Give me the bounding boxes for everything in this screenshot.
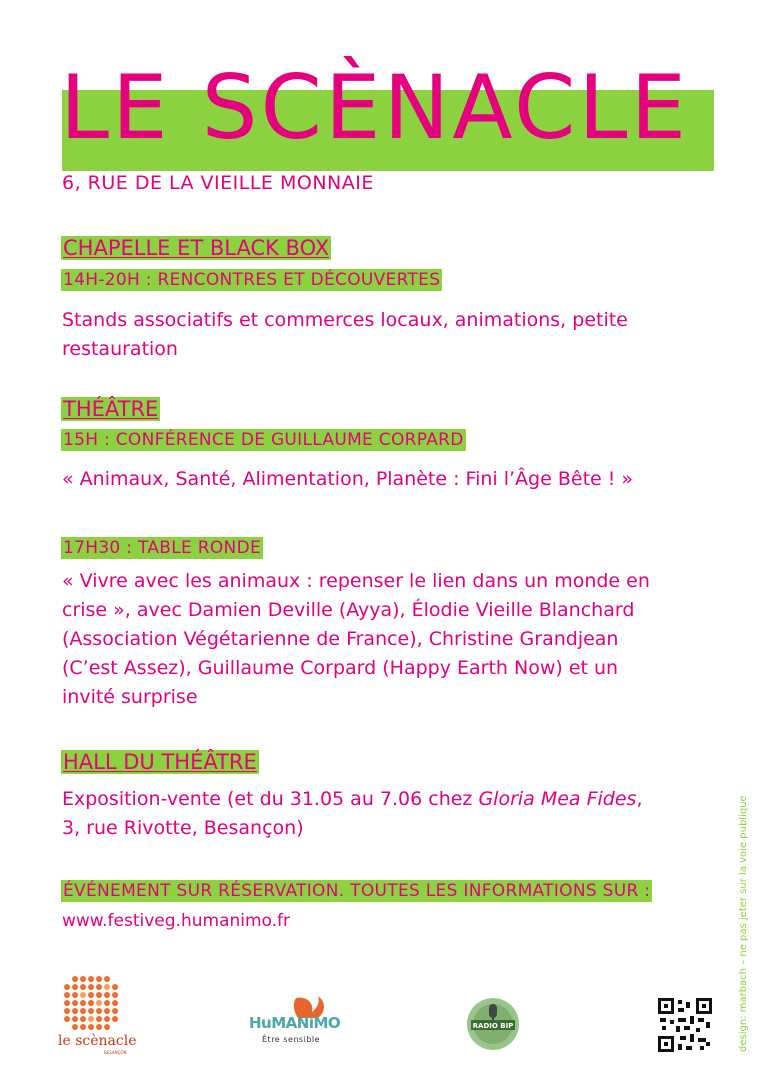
text-line: (Association Végétarienne de France), Christine Grandjean: [62, 628, 619, 650]
section-4-description: [62, 785, 643, 843]
address-highlight: [62, 164, 714, 171]
text-line: 3, rue Rivotte, Besançon): [62, 817, 304, 839]
scenacle-logo-subtext: BESANÇON: [104, 1050, 127, 1055]
design-credits: design: marbach – ne pas jeter sur la voie publique: [738, 795, 749, 1052]
shop-name: Gloria Mea Fides: [478, 788, 637, 810]
page-title: LE SCÈNACLE: [60, 56, 690, 159]
scenacle-logo-icon: [63, 975, 119, 1031]
section-3-description: [62, 567, 650, 712]
text-line: (C’est Assez), Guillaume Corpard (Happy Earth Now) et un: [62, 657, 619, 679]
text-line: [62, 785, 643, 814]
venue-chapelle: CHAPELLE ET BLACK BOX: [63, 236, 330, 260]
text-line: invité surprise: [62, 686, 198, 708]
address: 6, RUE DE LA VIEILLE MONNAIE: [62, 172, 374, 194]
text-part: Exposition-vente (et du 31.05 au 7.06 chez: [62, 788, 479, 810]
text-line: crise », avec Damien Deville (Ayya), Élodie Vieille Blanchard: [62, 599, 635, 621]
text-line: « Animaux, Santé, Alimentation, Planète : Fini l’Âge Bête ! »: [62, 468, 634, 490]
venue-hall: HALL DU THÉÂTRE: [63, 750, 257, 774]
scenacle-logo-text: le scènacle: [58, 1033, 137, 1049]
humanimo-tagline: Être sensible: [262, 1035, 321, 1044]
section-1-description: [62, 306, 628, 364]
text-line: restauration: [62, 338, 178, 360]
radio-bip-logo-text: RADIO BIP: [472, 1022, 514, 1030]
humanimo-logo-text: HuMANiMO: [249, 1014, 341, 1032]
qr-code-icon: [658, 998, 712, 1052]
website-link[interactable]: www.festiveg.humanimo.fr: [62, 911, 291, 931]
text-line: Stands associatifs et commerces locaux, animations, petite: [62, 309, 628, 331]
event-conference: 15H : CONFÉRENCE DE GUILLAUME CORPARD: [63, 430, 464, 450]
reservation-note: ÉVÉNEMENT SUR RÉSERVATION. TOUTES LES INFORMATIONS SUR :: [63, 881, 651, 901]
text-part: ,: [636, 788, 643, 810]
text-line: « Vivre avec les animaux : repenser le lien dans un monde en: [62, 570, 650, 592]
radio-bip-logo-icon: [465, 996, 521, 1052]
event-table-ronde: 17H30 : TABLE RONDE: [63, 538, 261, 558]
venue-theatre: THÉÂTRE: [63, 397, 159, 421]
section-2-description: [62, 465, 633, 494]
event-rencontres: 14H-20H : RENCONTRES ET DÉCOUVERTES: [63, 270, 441, 290]
header: [60, 58, 714, 168]
